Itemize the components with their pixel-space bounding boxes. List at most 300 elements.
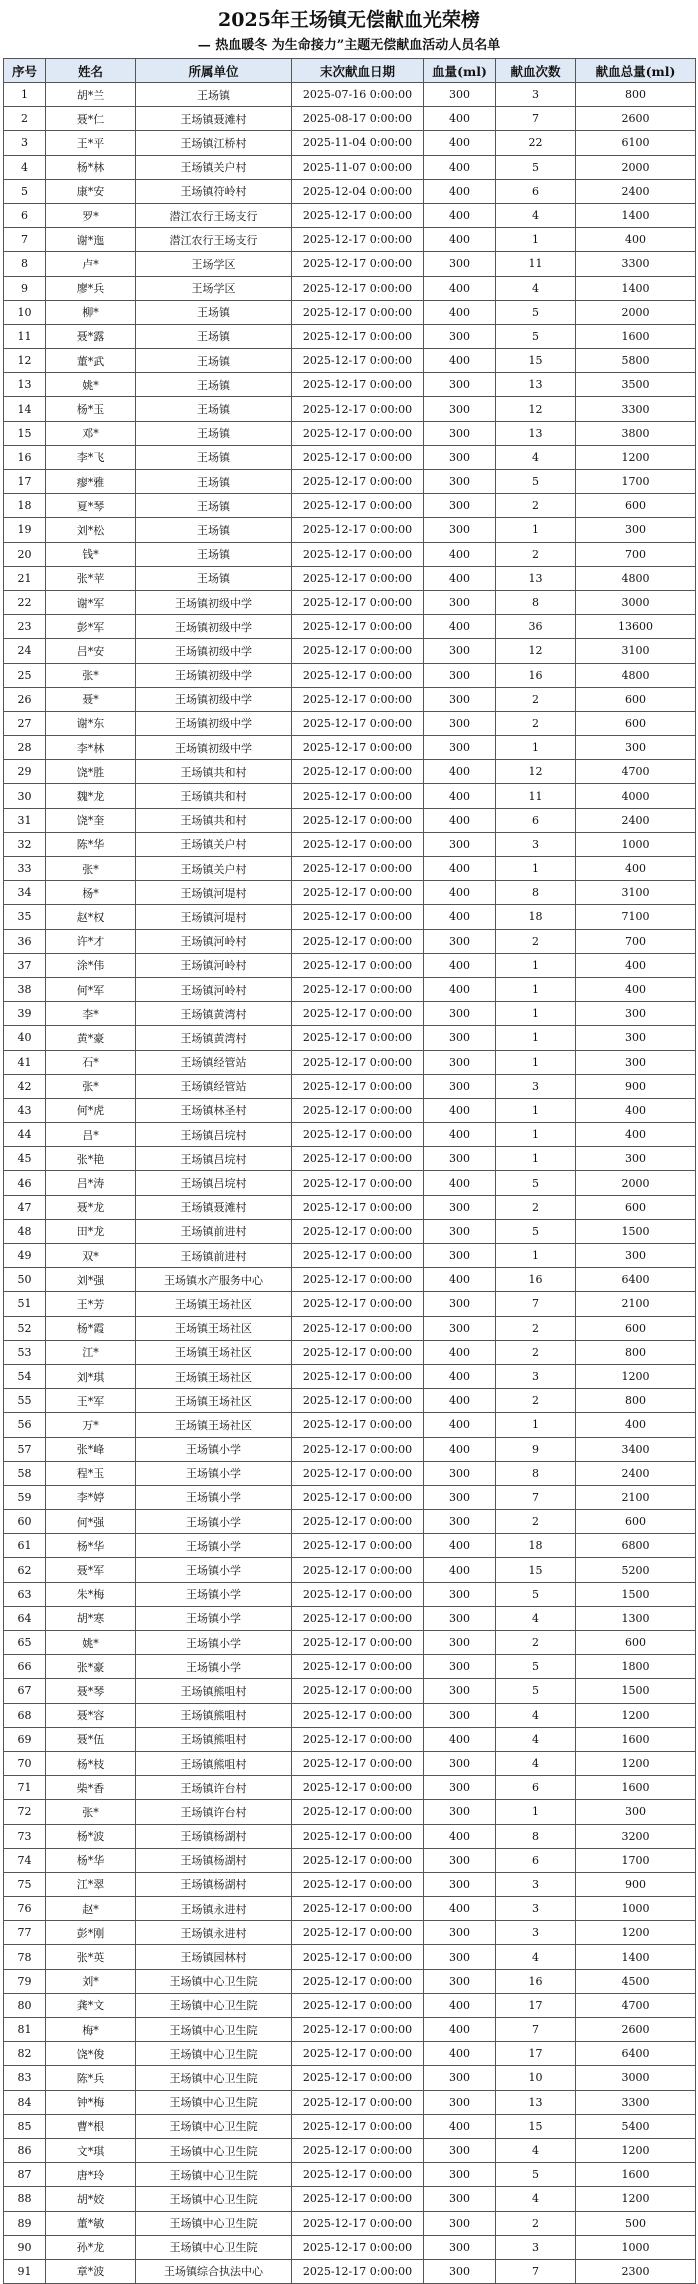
table-row [4, 1171, 696, 1195]
table-row [4, 445, 696, 469]
cell-volume: 400 [424, 1993, 496, 2017]
header-name: 姓名 [46, 59, 136, 83]
cell-count: 13 [496, 373, 576, 397]
cell-count: 13 [496, 2090, 576, 2114]
cell-unit: 潜江农行王场支行 [136, 228, 292, 252]
cell-volume: 300 [424, 711, 496, 735]
cell-volume: 400 [424, 1171, 496, 1195]
cell-total: 3000 [576, 590, 696, 614]
cell-unit: 王场镇中心卫生院 [136, 2211, 292, 2235]
cell-unit: 王场镇小学 [136, 1631, 292, 1655]
table-row [4, 2211, 696, 2235]
table-row [4, 1921, 696, 1945]
cell-volume: 300 [424, 1703, 496, 1727]
cell-count: 7 [496, 2018, 576, 2042]
cell-count: 8 [496, 1461, 576, 1485]
cell-count: 12 [496, 397, 576, 421]
header-unit: 所属单位 [136, 59, 292, 83]
cell-name: 钱* [46, 542, 136, 566]
table-row [4, 1123, 696, 1147]
cell-count: 36 [496, 615, 576, 639]
cell-total: 300 [576, 1050, 696, 1074]
cell-volume: 400 [424, 1389, 496, 1413]
table-row [4, 639, 696, 663]
cell-volume: 300 [424, 1485, 496, 1509]
cell-total: 6100 [576, 131, 696, 155]
cell-volume: 300 [424, 1921, 496, 1945]
cell-count: 7 [496, 1292, 576, 1316]
cell-total: 6400 [576, 2042, 696, 2066]
table-row [4, 203, 696, 227]
cell-unit: 王场镇中心卫生院 [136, 1993, 292, 2017]
cell-total: 500 [576, 2211, 696, 2235]
cell-name: 刘*琪 [46, 1364, 136, 1388]
cell-name: 赵* [46, 1897, 136, 1921]
cell-index: 24 [4, 639, 46, 663]
cell-count: 2 [496, 687, 576, 711]
cell-total: 4500 [576, 1969, 696, 1993]
cell-volume: 400 [424, 953, 496, 977]
cell-unit: 王场镇经管站 [136, 1074, 292, 1098]
cell-volume: 400 [424, 1413, 496, 1437]
cell-volume: 300 [424, 2211, 496, 2235]
cell-name: 杨* [46, 881, 136, 905]
cell-volume: 300 [424, 2235, 496, 2259]
cell-count: 4 [496, 2138, 576, 2162]
cell-volume: 400 [424, 300, 496, 324]
cell-count: 2 [496, 711, 576, 735]
cell-unit: 王场镇许台村 [136, 1776, 292, 1800]
cell-count: 1 [496, 1147, 576, 1171]
cell-name: 李*婷 [46, 1485, 136, 1509]
cell-count: 18 [496, 1534, 576, 1558]
cell-index: 67 [4, 1679, 46, 1703]
cell-unit: 王场镇初级中学 [136, 663, 292, 687]
cell-index: 35 [4, 905, 46, 929]
cell-index: 30 [4, 784, 46, 808]
cell-volume: 300 [424, 1292, 496, 1316]
cell-name: 张*艳 [46, 1147, 136, 1171]
cell-last-date: 2025-12-17 0:00:00 [292, 1824, 424, 1848]
cell-name: 聂*龙 [46, 1195, 136, 1219]
cell-unit: 王场镇 [136, 566, 292, 590]
cell-name: 涂*伟 [46, 953, 136, 977]
header-row [4, 59, 696, 83]
cell-last-date: 2025-12-17 0:00:00 [292, 518, 424, 542]
table-row [4, 179, 696, 203]
table-row [4, 566, 696, 590]
cell-total: 1200 [576, 2138, 696, 2162]
table-row [4, 1098, 696, 1122]
cell-index: 58 [4, 1461, 46, 1485]
cell-total: 13600 [576, 615, 696, 639]
table-row [4, 1461, 696, 1485]
cell-unit: 王场学区 [136, 252, 292, 276]
cell-count: 5 [496, 1582, 576, 1606]
cell-last-date: 2025-12-17 0:00:00 [292, 1800, 424, 1824]
cell-volume: 400 [424, 107, 496, 131]
cell-last-date: 2025-12-17 0:00:00 [292, 2163, 424, 2187]
table-row [4, 1534, 696, 1558]
cell-volume: 300 [424, 494, 496, 518]
cell-unit: 王场镇小学 [136, 1606, 292, 1630]
cell-volume: 400 [424, 1437, 496, 1461]
cell-total: 6400 [576, 1268, 696, 1292]
cell-unit: 王场镇 [136, 324, 292, 348]
cell-last-date: 2025-12-17 0:00:00 [292, 2187, 424, 2211]
table-row [4, 1897, 696, 1921]
cell-unit: 王场镇中心卫生院 [136, 2090, 292, 2114]
cell-total: 600 [576, 711, 696, 735]
cell-unit: 潜江农行王场支行 [136, 203, 292, 227]
table-row [4, 2235, 696, 2259]
cell-last-date: 2025-12-17 0:00:00 [292, 1461, 424, 1485]
cell-count: 2 [496, 1195, 576, 1219]
cell-index: 14 [4, 397, 46, 421]
cell-volume: 300 [424, 1679, 496, 1703]
cell-total: 400 [576, 1123, 696, 1147]
cell-unit: 王场镇王场社区 [136, 1340, 292, 1364]
cell-count: 5 [496, 1679, 576, 1703]
cell-total: 3200 [576, 1824, 696, 1848]
cell-index: 29 [4, 760, 46, 784]
cell-total: 2600 [576, 2018, 696, 2042]
cell-index: 22 [4, 590, 46, 614]
cell-volume: 400 [424, 905, 496, 929]
cell-index: 44 [4, 1123, 46, 1147]
cell-volume: 400 [424, 228, 496, 252]
table-row [4, 760, 696, 784]
cell-name: 聂*伍 [46, 1727, 136, 1751]
cell-count: 16 [496, 1268, 576, 1292]
cell-total: 1000 [576, 2235, 696, 2259]
cell-total: 3500 [576, 373, 696, 397]
cell-unit: 王场镇聂滩村 [136, 1195, 292, 1219]
cell-count: 2 [496, 542, 576, 566]
donor-table [3, 58, 696, 2284]
cell-last-date: 2025-12-17 0:00:00 [292, 1195, 424, 1219]
cell-unit: 王场镇园林村 [136, 1945, 292, 1969]
cell-name: 田*龙 [46, 1219, 136, 1243]
cell-last-date: 2025-12-17 0:00:00 [292, 2018, 424, 2042]
cell-count: 15 [496, 2114, 576, 2138]
cell-count: 4 [496, 1606, 576, 1630]
cell-name: 聂* [46, 687, 136, 711]
cell-volume: 400 [424, 881, 496, 905]
cell-index: 51 [4, 1292, 46, 1316]
cell-name: 谢*东 [46, 711, 136, 735]
cell-last-date: 2025-12-17 0:00:00 [292, 881, 424, 905]
cell-last-date: 2025-12-17 0:00:00 [292, 1776, 424, 1800]
cell-last-date: 2025-12-17 0:00:00 [292, 1364, 424, 1388]
cell-name: 卢* [46, 252, 136, 276]
cell-unit: 王场镇熊咀村 [136, 1679, 292, 1703]
cell-unit: 王场镇王场社区 [136, 1389, 292, 1413]
cell-unit: 王场镇 [136, 421, 292, 445]
cell-last-date: 2025-07-16 0:00:00 [292, 83, 424, 107]
cell-name: 李* [46, 1002, 136, 1026]
cell-last-date: 2025-12-17 0:00:00 [292, 494, 424, 518]
cell-last-date: 2025-12-17 0:00:00 [292, 349, 424, 373]
cell-unit: 王场镇综合执法中心 [136, 2259, 292, 2283]
cell-unit: 王场镇江桥村 [136, 131, 292, 155]
cell-unit: 王场镇熊咀村 [136, 1751, 292, 1775]
cell-count: 1 [496, 1123, 576, 1147]
cell-volume: 300 [424, 1050, 496, 1074]
cell-last-date: 2025-12-17 0:00:00 [292, 663, 424, 687]
table-row [4, 470, 696, 494]
table-row [4, 83, 696, 107]
table-row [4, 1002, 696, 1026]
cell-count: 5 [496, 470, 576, 494]
table-row [4, 1993, 696, 2017]
cell-index: 69 [4, 1727, 46, 1751]
cell-name: 王*军 [46, 1389, 136, 1413]
cell-last-date: 2025-12-17 0:00:00 [292, 1897, 424, 1921]
cell-total: 1400 [576, 1945, 696, 1969]
cell-count: 5 [496, 1655, 576, 1679]
cell-total: 1200 [576, 2187, 696, 2211]
table-row [4, 1872, 696, 1896]
cell-index: 79 [4, 1969, 46, 1993]
cell-index: 2 [4, 107, 46, 131]
table-row [4, 421, 696, 445]
cell-unit: 王场镇小学 [136, 1461, 292, 1485]
cell-last-date: 2025-12-17 0:00:00 [292, 1510, 424, 1534]
cell-name: 夏*琴 [46, 494, 136, 518]
table-row [4, 736, 696, 760]
cell-last-date: 2025-12-17 0:00:00 [292, 905, 424, 929]
table-row [4, 929, 696, 953]
table-row [4, 832, 696, 856]
cell-index: 3 [4, 131, 46, 155]
cell-count: 2 [496, 1631, 576, 1655]
cell-count: 8 [496, 881, 576, 905]
cell-count: 12 [496, 760, 576, 784]
cell-unit: 王场镇水产服务中心 [136, 1268, 292, 1292]
cell-name: 聂*军 [46, 1558, 136, 1582]
cell-name: 张*豪 [46, 1655, 136, 1679]
cell-name: 杨*玉 [46, 397, 136, 421]
cell-unit: 王场镇 [136, 445, 292, 469]
cell-last-date: 2025-12-17 0:00:00 [292, 1655, 424, 1679]
table-row [4, 663, 696, 687]
cell-volume: 300 [424, 687, 496, 711]
table-row [4, 1340, 696, 1364]
cell-total: 1600 [576, 1727, 696, 1751]
table-row [4, 228, 696, 252]
cell-count: 1 [496, 977, 576, 1001]
cell-last-date: 2025-12-17 0:00:00 [292, 615, 424, 639]
cell-last-date: 2025-12-17 0:00:00 [292, 1437, 424, 1461]
cell-index: 56 [4, 1413, 46, 1437]
cell-unit: 王场镇 [136, 300, 292, 324]
cell-count: 3 [496, 1364, 576, 1388]
cell-count: 3 [496, 1897, 576, 1921]
cell-name: 胡*姣 [46, 2187, 136, 2211]
cell-total: 1200 [576, 1364, 696, 1388]
cell-total: 3100 [576, 881, 696, 905]
cell-last-date: 2025-11-07 0:00:00 [292, 155, 424, 179]
cell-name: 康*安 [46, 179, 136, 203]
table-row [4, 1244, 696, 1268]
cell-last-date: 2025-12-17 0:00:00 [292, 1558, 424, 1582]
cell-name: 吕*涛 [46, 1171, 136, 1195]
cell-unit: 王场镇中心卫生院 [136, 2042, 292, 2066]
cell-count: 1 [496, 1800, 576, 1824]
cell-total: 2000 [576, 1171, 696, 1195]
cell-total: 700 [576, 542, 696, 566]
table-row [4, 107, 696, 131]
cell-name: 吕*安 [46, 639, 136, 663]
cell-index: 62 [4, 1558, 46, 1582]
cell-name: 胡*兰 [46, 83, 136, 107]
cell-total: 300 [576, 1244, 696, 1268]
cell-index: 63 [4, 1582, 46, 1606]
cell-volume: 300 [424, 1945, 496, 1969]
cell-name: 曹*根 [46, 2114, 136, 2138]
cell-count: 11 [496, 252, 576, 276]
table-body [4, 83, 696, 2284]
cell-last-date: 2025-12-17 0:00:00 [292, 2090, 424, 2114]
cell-unit: 王场镇黄湾村 [136, 1026, 292, 1050]
cell-index: 21 [4, 566, 46, 590]
cell-name: 王*平 [46, 131, 136, 155]
cell-index: 33 [4, 857, 46, 881]
cell-volume: 300 [424, 929, 496, 953]
cell-count: 6 [496, 179, 576, 203]
cell-unit: 王场镇共和村 [136, 760, 292, 784]
cell-unit: 王场镇初级中学 [136, 615, 292, 639]
cell-total: 3400 [576, 1437, 696, 1461]
cell-index: 91 [4, 2259, 46, 2283]
cell-index: 4 [4, 155, 46, 179]
cell-unit: 王场镇吕垸村 [136, 1171, 292, 1195]
cell-count: 6 [496, 1776, 576, 1800]
cell-index: 61 [4, 1534, 46, 1558]
cell-unit: 王场镇王场社区 [136, 1364, 292, 1388]
cell-unit: 王场镇中心卫生院 [136, 2114, 292, 2138]
cell-volume: 400 [424, 760, 496, 784]
cell-name: 石* [46, 1050, 136, 1074]
cell-index: 10 [4, 300, 46, 324]
cell-unit: 王场镇杨湖村 [136, 1848, 292, 1872]
cell-last-date: 2025-12-17 0:00:00 [292, 276, 424, 300]
cell-total: 600 [576, 1195, 696, 1219]
cell-total: 1300 [576, 1606, 696, 1630]
cell-last-date: 2025-12-17 0:00:00 [292, 2042, 424, 2066]
cell-name: 聂*琴 [46, 1679, 136, 1703]
table-row [4, 373, 696, 397]
page-subtitle: — 热血暖冬 为生命接力”主题无偿献血活动人员名单 [197, 38, 501, 53]
cell-name: 廖*兵 [46, 276, 136, 300]
cell-unit: 王场镇前进村 [136, 1244, 292, 1268]
cell-index: 8 [4, 252, 46, 276]
cell-count: 5 [496, 1171, 576, 1195]
cell-count: 3 [496, 1074, 576, 1098]
cell-unit: 王场镇初级中学 [136, 687, 292, 711]
cell-volume: 400 [424, 1558, 496, 1582]
cell-last-date: 2025-12-17 0:00:00 [292, 1123, 424, 1147]
cell-last-date: 2025-12-17 0:00:00 [292, 1244, 424, 1268]
cell-unit: 王场镇小学 [136, 1485, 292, 1509]
cell-name: 聂*露 [46, 324, 136, 348]
cell-volume: 300 [424, 1872, 496, 1896]
cell-index: 54 [4, 1364, 46, 1388]
cell-name: 李*林 [46, 736, 136, 760]
cell-total: 1000 [576, 1897, 696, 1921]
cell-last-date: 2025-12-17 0:00:00 [292, 228, 424, 252]
cell-last-date: 2025-12-17 0:00:00 [292, 736, 424, 760]
cell-volume: 400 [424, 2018, 496, 2042]
cell-name: 罗* [46, 203, 136, 227]
cell-index: 74 [4, 1848, 46, 1872]
cell-count: 2 [496, 1389, 576, 1413]
cell-index: 80 [4, 1993, 46, 2017]
cell-count: 1 [496, 1050, 576, 1074]
cell-unit: 王场镇经管站 [136, 1050, 292, 1074]
table-row [4, 518, 696, 542]
cell-name: 杨*枝 [46, 1751, 136, 1775]
cell-index: 64 [4, 1606, 46, 1630]
table-row [4, 276, 696, 300]
cell-unit: 王场镇吕垸村 [136, 1147, 292, 1171]
cell-name: 龚*文 [46, 1993, 136, 2017]
cell-name: 吕* [46, 1123, 136, 1147]
cell-count: 3 [496, 1921, 576, 1945]
cell-volume: 400 [424, 276, 496, 300]
cell-unit: 王场镇河岭村 [136, 929, 292, 953]
table-row [4, 2259, 696, 2283]
cell-total: 2000 [576, 155, 696, 179]
table-row [4, 953, 696, 977]
cell-total: 1200 [576, 1703, 696, 1727]
cell-last-date: 2025-12-17 0:00:00 [292, 1703, 424, 1727]
table-row [4, 1074, 696, 1098]
cell-name: 饶*俊 [46, 2042, 136, 2066]
cell-last-date: 2025-12-17 0:00:00 [292, 1921, 424, 1945]
cell-name: 双* [46, 1244, 136, 1268]
cell-name: 谢*迤 [46, 228, 136, 252]
cell-name: 王*芳 [46, 1292, 136, 1316]
cell-unit: 王场镇中心卫生院 [136, 2235, 292, 2259]
cell-name: 刘*松 [46, 518, 136, 542]
cell-unit: 王场镇初级中学 [136, 736, 292, 760]
cell-volume: 400 [424, 808, 496, 832]
cell-name: 钟*梅 [46, 2090, 136, 2114]
header-volume: 血量(ml) [424, 59, 496, 83]
cell-unit: 王场镇 [136, 542, 292, 566]
cell-total: 600 [576, 1631, 696, 1655]
cell-last-date: 2025-12-17 0:00:00 [292, 2235, 424, 2259]
cell-unit: 王场镇关户村 [136, 857, 292, 881]
cell-total: 2400 [576, 179, 696, 203]
cell-unit: 王场镇小学 [136, 1655, 292, 1679]
cell-name: 聂*仁 [46, 107, 136, 131]
table-row [4, 155, 696, 179]
cell-unit: 王场镇前进村 [136, 1219, 292, 1243]
cell-last-date: 2025-12-17 0:00:00 [292, 566, 424, 590]
cell-unit: 王场镇吕垸村 [136, 1123, 292, 1147]
cell-last-date: 2025-11-04 0:00:00 [292, 131, 424, 155]
cell-name: 姚* [46, 373, 136, 397]
table-row [4, 1510, 696, 1534]
cell-name: 聂*容 [46, 1703, 136, 1727]
cell-last-date: 2025-12-17 0:00:00 [292, 711, 424, 735]
cell-count: 5 [496, 155, 576, 179]
cell-last-date: 2025-08-17 0:00:00 [292, 107, 424, 131]
cell-count: 1 [496, 1413, 576, 1437]
